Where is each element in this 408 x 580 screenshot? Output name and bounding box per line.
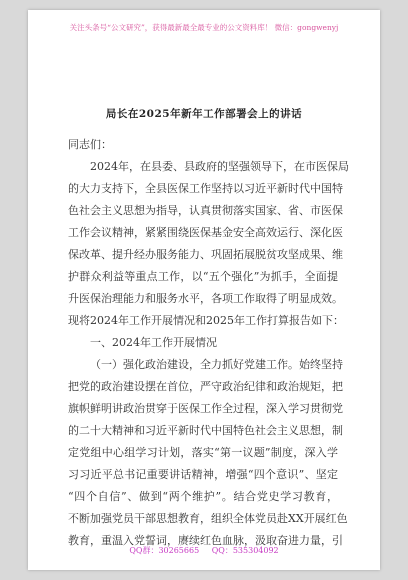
paragraph-line: 2024年，在县委、县政府的坚强领导下，在市医保局 [90, 160, 349, 173]
paragraph-line: 工作会议精神，紧紧围绕医保基金安全高效运行、深化医 [68, 226, 343, 239]
paragraph-line: 旗帜鲜明讲政治贯穿于医保工作全过程，深入学习贯彻党 [68, 402, 343, 415]
page-title: 局长在2025年新年工作部署会上的讲话 [105, 108, 303, 120]
paragraph-line: 的二十大精神和习近平新时代中国特色社会主义思想，制 [68, 424, 343, 437]
paragraph-line: “四个自信”、做到“两个维护”。结合党史学习教育， [68, 490, 338, 503]
footer-contact [28, 545, 380, 556]
paragraph-line: 的大力支持下，全县医保工作坚持以习近平新时代中国特 [68, 182, 343, 195]
paragraph-line: 把党的政治建设摆在首位，严守政治纪律和政治规矩，把 [68, 380, 343, 393]
paragraph-line: 护群众利益等重点工作，以“五个强化”为抓手，全面提 [68, 270, 338, 283]
footer-qq-group: QQ群：30265665 [129, 546, 200, 555]
footer-qq: QQ：535304092 [211, 546, 279, 555]
paragraph-line: 习习近平总书记重要讲话精神，增强“四个意识”、坚定 [68, 468, 338, 481]
paragraph-line: 不断加强党员干部思想教育，组织全体党员赴XX开展红色 [68, 512, 348, 525]
section-heading: 一、2024年工作开展情况 [90, 336, 217, 349]
salutation: 同志们： [68, 138, 112, 151]
header-note: 关注头条号“公文研究”，获得最新最全最专业的公文资料库！ 微信：gongwenyj [69, 23, 339, 32]
document-body [68, 134, 349, 552]
paragraph-line: 升医保治理能力和服务水平，各项工作取得了明显成效。 [68, 292, 343, 305]
paragraph-line: 色社会主义思想为指导，认真贯彻落实国家、省、市医保 [68, 204, 343, 217]
paragraph-line: 保改革、提升经办服务能力、巩固拓展脱贫攻坚成果、维 [68, 248, 343, 261]
document-page [28, 10, 380, 570]
paragraph-line: 教育，重温入党誓词，赓续红色血脉，汲取奋进力量，引 [68, 534, 343, 547]
paragraph-line: 定党组中心组学习计划，落实“第一议题”制度，深入学 [68, 446, 338, 459]
paragraph-line: 现将2024年工作开展情况和2025年工作打算报告如下： [68, 314, 344, 327]
paragraph-line: （一）强化政治建设，全力抓好党建工作。始终坚持 [90, 358, 343, 371]
